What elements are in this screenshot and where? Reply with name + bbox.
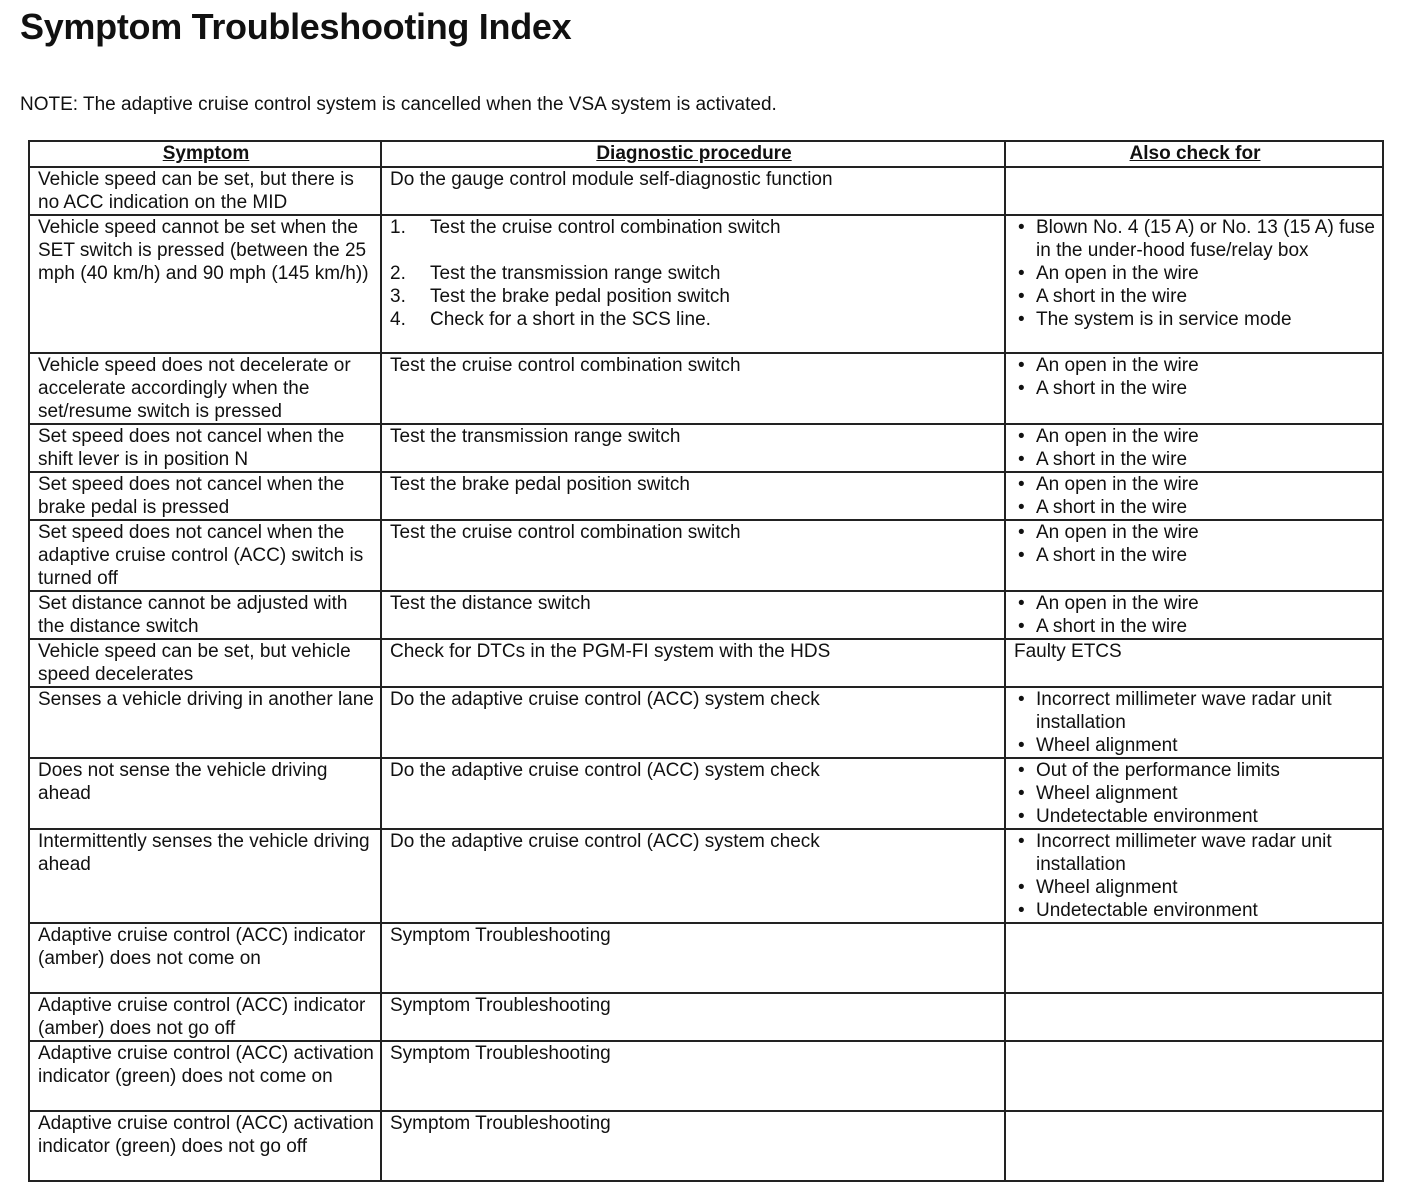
list-item: • An open in the wire [1018, 474, 1199, 495]
also-check-cell [1005, 1111, 1383, 1181]
list-item: • A short in the wire [1018, 616, 1188, 637]
symptom-cell: Adaptive cruise control (ACC) indicator (amber) does not go off [29, 993, 381, 1041]
table-row [29, 472, 1383, 520]
symptom-cell: Vehicle speed does not decelerate or accelerate accordingly when the set/resume switch is pressed [29, 353, 381, 424]
list-item: • An open in the wire [1018, 426, 1199, 447]
table-row [29, 353, 1383, 424]
symptom-cell: Set distance cannot be adjusted with the distance switch [29, 591, 381, 639]
list-item: • A short in the wire [1018, 286, 1188, 307]
table-row [29, 1111, 1383, 1181]
bullet-icon: • [1018, 378, 1025, 399]
table-row [29, 923, 1383, 993]
list-item: • A short in the wire [1018, 378, 1188, 399]
symptom-cell: Vehicle speed can be set, but there is no ACC indication on the MID [29, 167, 381, 215]
symptom-cell: Set speed does not cancel when the brake pedal is pressed [29, 472, 381, 520]
bullet-icon: • [1018, 545, 1025, 566]
also-check-cell [1005, 758, 1383, 829]
symptom-cell: Set speed does not cancel when the shift lever is in position N [29, 424, 381, 472]
list-item: • A short in the wire [1018, 449, 1188, 470]
table-row [29, 993, 1383, 1041]
procedure-cell [381, 215, 1005, 353]
symptom-cell: Set speed does not cancel when the adaptive cruise control (ACC) switch is turned off [29, 520, 381, 591]
procedure-step: 3. Test the brake pedal position switch [390, 286, 730, 307]
table-row [29, 829, 1383, 923]
table-row [29, 1041, 1383, 1111]
table-header-row [29, 141, 1383, 167]
also-check-cell: Faulty ETCS [1005, 639, 1383, 687]
also-check-column-header: Also check for [1005, 141, 1383, 167]
bullet-icon: • [1018, 497, 1025, 518]
list-item: • A short in the wire [1018, 497, 1188, 518]
note-text: NOTE: The adaptive cruise control system is cancelled when the VSA system is activated. [20, 94, 777, 115]
also-check-cell [1005, 923, 1383, 993]
bullet-icon: • [1018, 449, 1025, 470]
also-check-cell [1005, 215, 1383, 353]
table-row [29, 591, 1383, 639]
also-check-cell [1005, 687, 1383, 758]
procedure-cell: Symptom Troubleshooting [381, 1111, 1005, 1181]
list-item: • Out of the performance limits [1018, 760, 1280, 781]
procedure-cell: Test the brake pedal position switch [381, 472, 1005, 520]
symptom-cell: Does not sense the vehicle driving ahead [29, 758, 381, 829]
also-check-list [1014, 425, 1376, 471]
procedure-steps [390, 216, 998, 331]
bullet-icon: • [1018, 217, 1025, 238]
bullet-icon: • [1018, 806, 1025, 827]
table-row [29, 167, 1383, 215]
list-item: • Blown No. 4 (15 A) or No. 13 (15 A) fuse in the under-hood fuse/relay box [1018, 217, 1376, 261]
procedure-cell: Do the adaptive cruise control (ACC) system check [381, 829, 1005, 923]
also-check-list [1014, 830, 1376, 922]
procedure-cell: Symptom Troubleshooting [381, 923, 1005, 993]
also-check-cell [1005, 829, 1383, 923]
list-item: • An open in the wire [1018, 355, 1199, 376]
also-check-cell [1005, 591, 1383, 639]
symptom-column-header: Symptom [29, 141, 381, 167]
also-check-cell [1005, 520, 1383, 591]
procedure-step: 2. Test the transmission range switch [390, 263, 721, 284]
procedure-cell: Do the adaptive cruise control (ACC) system check [381, 687, 1005, 758]
bullet-icon: • [1018, 474, 1025, 495]
bullet-icon: • [1018, 522, 1025, 543]
list-item: • Incorrect millimeter wave radar unit installation [1018, 831, 1332, 875]
list-item: • Wheel alignment [1018, 735, 1178, 756]
also-check-cell [1005, 472, 1383, 520]
procedure-cell: Do the gauge control module self-diagnostic function [381, 167, 1005, 215]
table-row [29, 639, 1383, 687]
bullet-icon: • [1018, 593, 1025, 614]
list-item: • A short in the wire [1018, 545, 1188, 566]
also-check-list [1014, 759, 1376, 828]
procedure-column-header: Diagnostic procedure [381, 141, 1005, 167]
bullet-icon: • [1018, 689, 1025, 710]
bullet-icon: • [1018, 286, 1025, 307]
bullet-icon: • [1018, 900, 1025, 921]
list-item: • An open in the wire [1018, 263, 1199, 284]
bullet-icon: • [1018, 263, 1025, 284]
also-check-cell [1005, 167, 1383, 215]
procedure-cell: Symptom Troubleshooting [381, 1041, 1005, 1111]
procedure-cell: Check for DTCs in the PGM-FI system with the HDS [381, 639, 1005, 687]
symptom-cell: Senses a vehicle driving in another lane [29, 687, 381, 758]
procedure-cell: Test the distance switch [381, 591, 1005, 639]
bullet-icon: • [1018, 355, 1025, 376]
also-check-cell [1005, 1041, 1383, 1111]
bullet-icon: • [1018, 309, 1025, 330]
list-item: • The system is in service mode [1018, 309, 1292, 330]
also-check-list [1014, 521, 1376, 567]
procedure-step: 4. Check for a short in the SCS line. [390, 309, 711, 330]
also-check-cell [1005, 993, 1383, 1041]
symptom-cell: Adaptive cruise control (ACC) activation indicator (green) does not come on [29, 1041, 381, 1111]
also-check-list [1014, 216, 1376, 331]
table-row [29, 215, 1383, 353]
procedure-cell: Symptom Troubleshooting [381, 993, 1005, 1041]
procedure-cell: Test the transmission range switch [381, 424, 1005, 472]
list-item: • Wheel alignment [1018, 783, 1178, 804]
symptom-cell: Adaptive cruise control (ACC) activation indicator (green) does not go off [29, 1111, 381, 1181]
procedure-cell: Test the cruise control combination switch [381, 520, 1005, 591]
table-row [29, 424, 1383, 472]
also-check-cell [1005, 424, 1383, 472]
list-item: • An open in the wire [1018, 593, 1199, 614]
bullet-icon: • [1018, 877, 1025, 898]
symptom-cell: Vehicle speed can be set, but vehicle speed decelerates [29, 639, 381, 687]
table-row [29, 520, 1383, 591]
procedure-cell: Do the adaptive cruise control (ACC) system check [381, 758, 1005, 829]
list-item: • An open in the wire [1018, 522, 1199, 543]
table-row [29, 758, 1383, 829]
symptom-cell: Intermittently senses the vehicle driving ahead [29, 829, 381, 923]
bullet-icon: • [1018, 760, 1025, 781]
also-check-list [1014, 688, 1376, 757]
also-check-list [1014, 354, 1376, 400]
symptom-table [28, 140, 1384, 1182]
bullet-icon: • [1018, 735, 1025, 756]
table-row [29, 687, 1383, 758]
list-item: • Incorrect millimeter wave radar unit installation [1018, 689, 1332, 733]
list-item: • Wheel alignment [1018, 877, 1178, 898]
bullet-icon: • [1018, 426, 1025, 447]
bullet-icon: • [1018, 783, 1025, 804]
procedure-step: 1. Test the cruise control combination switch [390, 217, 781, 238]
page-title: Symptom Troubleshooting Index [20, 6, 572, 47]
bullet-icon: • [1018, 616, 1025, 637]
list-item: • Undetectable environment [1018, 900, 1258, 921]
list-item: • Undetectable environment [1018, 806, 1258, 827]
also-check-list [1014, 473, 1376, 519]
procedure-cell: Test the cruise control combination switch [381, 353, 1005, 424]
symptom-cell: Vehicle speed cannot be set when the SET switch is pressed (between the 25 mph (40 km/h) and 90 mph (145 km/h)) [29, 215, 381, 353]
also-check-cell [1005, 353, 1383, 424]
also-check-list [1014, 592, 1376, 638]
symptom-cell: Adaptive cruise control (ACC) indicator (amber) does not come on [29, 923, 381, 993]
bullet-icon: • [1018, 831, 1025, 852]
